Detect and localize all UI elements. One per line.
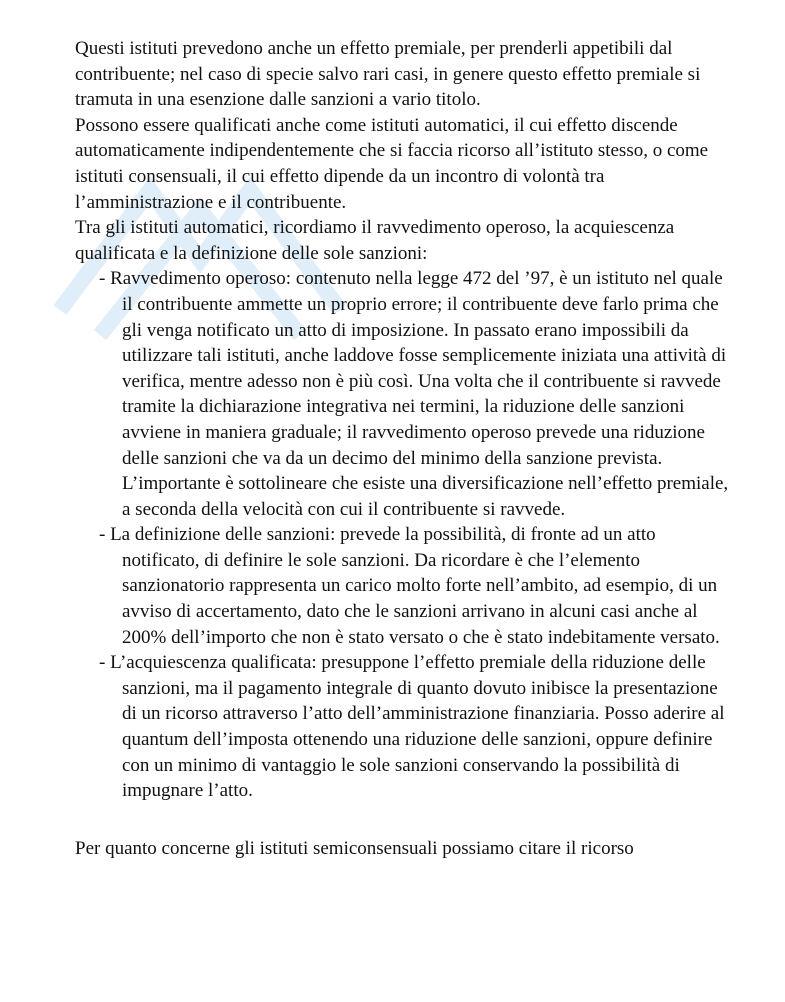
list-item-ravvedimento-operoso: - Ravvedimento operoso: contenuto nella legge 472 del ’97, è un istituto nel quale il contribuente ammette un proprio errore; il contribuente deve farlo prima che gli venga notificato un atto di imposizione. In passato erano impossibili da utilizzare tali istituti, anche laddove fosse semplicemente iniziata una attività di verifica, mentre adesso non è più così. Una volta che il contribuente si ravvede tramite la dichiarazione integrativa nei termini, la riduzione delle sanzioni avviene in maniera graduale; il ravvedimento operoso prevede una riduzione delle sanzioni che va da un decimo del minimo della sanzione prevista. L’importante è sottolineare che esiste una diversificazione nell’effetto premiale, a seconda della velocità con cui il contribuente si ravvede.	[99, 268, 729, 520]
automatic-institutes-list	[75, 266, 735, 803]
paragraph-semiconsensual: Per quanto concerne gli istituti semiconsensuali possiamo citare il ricorso	[75, 837, 634, 859]
paragraph-premial-effect: Questi istituti prevedono anche un effetto premiale, per prenderli appetibili dal contribuente; nel caso di specie salvo rari casi, in genere questo effetto premiale si tramuta in una esenzione dalle sanzioni a vario titolo.	[75, 38, 701, 111]
list-item-definizione-sanzioni: - La definizione delle sanzioni: prevede la possibilità, di fronte ad un atto notificato, di definire le sole sanzioni. Da ricordare è che l’elemento sanzionatorio rappresenta un carico molto forte nell’ambito, ad esempio, di un avviso di accertamento, dato che le sanzioni arrivano in alcuni casi anche al 200% dell’importo che non è stato versato o che è stato indebitamente versato.	[99, 524, 720, 648]
paragraph-automatic-list-intro: Tra gli istituti automatici, ricordiamo il ravvedimento operoso, la acquiescenza qualificata e la definizione delle sole sanzioni:	[75, 217, 675, 264]
list-item-acquiescenza-qualificata: - L’acquiescenza qualificata: presuppone l’effetto premiale della riduzione delle sanzioni, ma il pagamento integrale di quanto dovuto inibisce la presentazione di un ricorso attraverso l’atto dell’amministrazione finanziaria. Posso aderire al quantum dell’imposta ottenendo una riduzione delle sanzioni, oppure definire con un minimo di vantaggio le sole sanzioni conservando la possibilità di impugnare l’atto.	[99, 652, 725, 802]
document-page	[75, 36, 735, 861]
paragraph-spacer	[75, 804, 735, 836]
paragraph-automatic-consensual: Possono essere qualificati anche come istituti automatici, il cui effetto discende automaticamente indipendentemente che si faccia ricorso all’istituto stesso, o come istituti consensuali, il cui effetto dipende da un incontro di volontà tra l’amministrazione e il contribuente.	[75, 114, 709, 213]
